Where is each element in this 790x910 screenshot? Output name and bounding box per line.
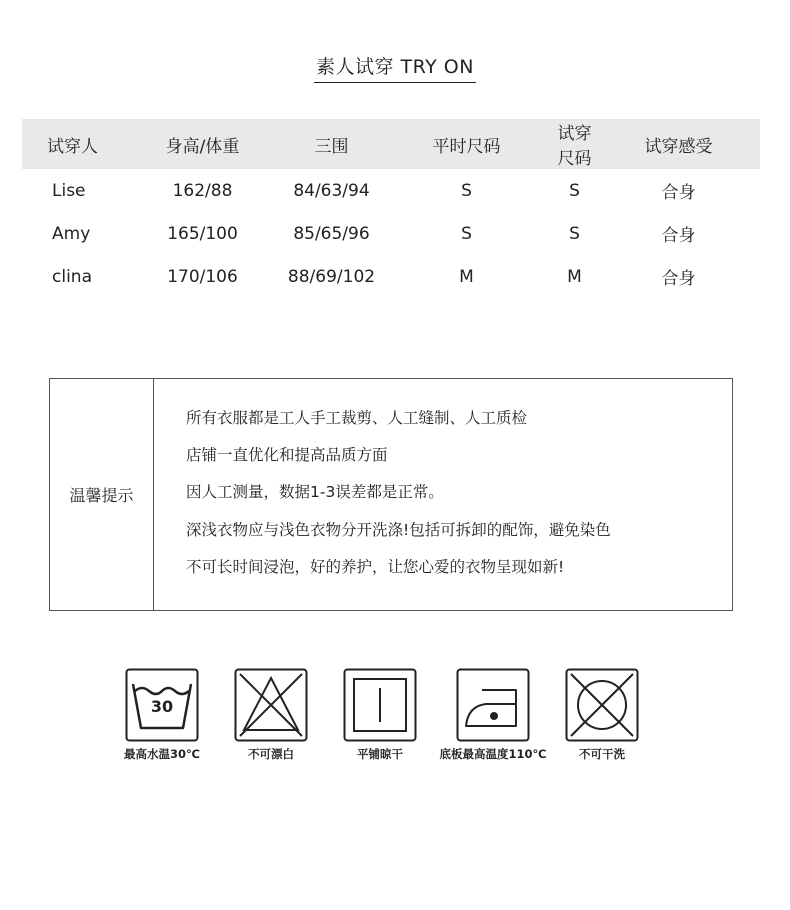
try-on-table xyxy=(22,119,760,298)
tip-line: 因人工测量，数据1-3误差都是正常。 xyxy=(186,483,444,502)
tips-box xyxy=(49,378,733,611)
care-label: 不可干洗 xyxy=(579,747,625,761)
tried-size: M xyxy=(567,266,582,287)
tip-line: 不可长时间浸泡，好的养护，让您心爱的衣物呈现如新! xyxy=(186,557,565,576)
no-dry-clean-icon xyxy=(565,668,639,742)
column-header: 身高/体重 xyxy=(123,119,282,169)
fit-feedback: 合身 xyxy=(661,183,696,203)
care-label: 不可漂白 xyxy=(248,747,294,761)
measurements: 85/65/96 xyxy=(293,223,370,244)
column-header: 试穿感受 xyxy=(597,119,760,169)
usual-size: S xyxy=(461,223,472,244)
care-label: 平铺晾干 xyxy=(357,747,403,761)
height-weight: 170/106 xyxy=(167,266,238,287)
fit-feedback: 合身 xyxy=(661,226,696,246)
wash-temp: 30 xyxy=(150,697,174,716)
tips-list xyxy=(154,379,611,610)
column-header: 试穿人 xyxy=(22,119,123,169)
tester-name: Lise xyxy=(52,180,86,201)
measurements: 88/69/102 xyxy=(287,266,376,287)
tester-name: Amy xyxy=(52,223,91,244)
wash-30-icon xyxy=(125,668,199,742)
page-title: 素人试穿 TRY ON xyxy=(314,52,476,83)
table-header-row xyxy=(22,119,760,169)
tip-line: 店铺一直优化和提高品质方面 xyxy=(186,446,388,465)
no-bleach-icon xyxy=(234,668,308,742)
table-row xyxy=(22,169,760,212)
tester-name: clina xyxy=(52,266,92,287)
table-row xyxy=(22,212,760,255)
usual-size: S xyxy=(461,180,472,201)
care-instructions xyxy=(0,668,790,778)
tips-label: 温馨提示 xyxy=(50,379,154,610)
tried-size: S xyxy=(569,223,580,244)
flat-dry-icon xyxy=(343,668,417,742)
height-weight: 165/100 xyxy=(167,223,238,244)
iron-medium-icon xyxy=(456,668,530,742)
measurements: 84/63/94 xyxy=(293,180,370,201)
tip-line: 所有衣服都是工人手工裁剪、人工缝制、人工质检 xyxy=(186,409,528,427)
column-header: 试穿尺码 xyxy=(552,119,597,169)
height-weight: 162/88 xyxy=(172,180,233,201)
tried-size: S xyxy=(569,180,580,201)
column-header: 平时尺码 xyxy=(381,119,552,169)
table-row xyxy=(22,255,760,298)
care-item-dryclean xyxy=(532,668,672,762)
usual-size: M xyxy=(459,266,474,287)
fit-feedback: 合身 xyxy=(661,269,696,289)
care-label: 最高水温30℃ xyxy=(124,747,200,761)
column-header: 三围 xyxy=(282,119,381,169)
tip-line: 深浅衣物应与浅色衣物分开洗涤!包括可拆卸的配饰，避免染色 xyxy=(186,520,611,539)
care-label: 底板最高温度110℃ xyxy=(439,747,547,761)
